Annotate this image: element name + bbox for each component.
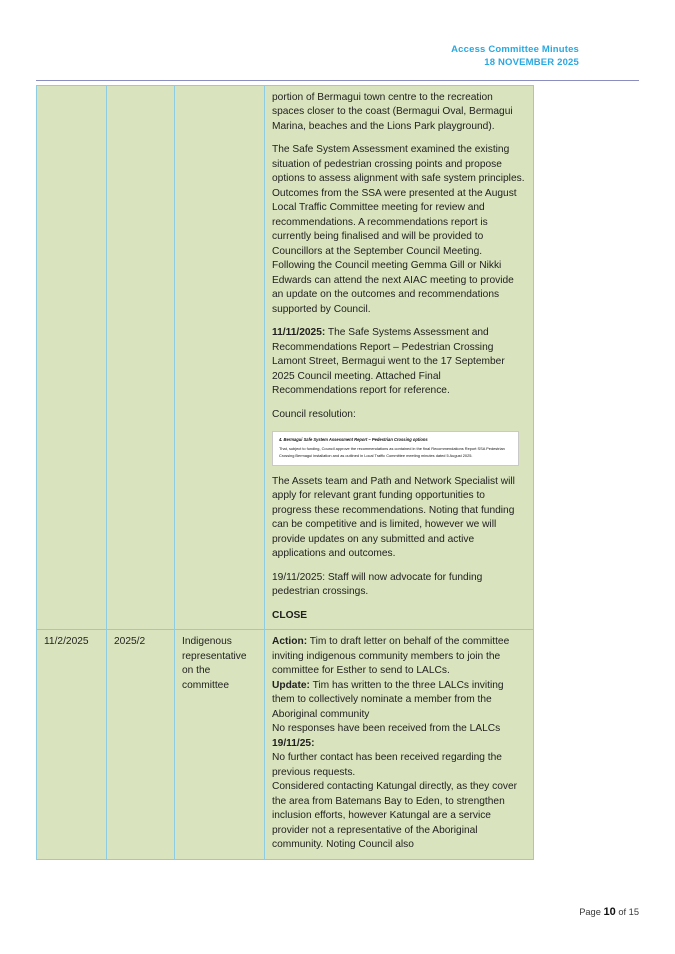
detail-followup-one: No further contact has been received regarding the previous requests. [272, 752, 502, 778]
footer-page-prefix: Page [579, 907, 604, 917]
detail-paragraph-ssa: The Safe System Assessment examined the existing situation of pedestrian crossing points and propose options to assess alignment with safe system principles. Outcomes from the SSA were presented at the August Local Traffic Committee meeting for review and recommendations. A recommendations report is currently being finalised and will be provided to Councillors at the September Council Meeting. Following the Council meeting Gemma Gill or Nikki Edwards can attend the next AIAC meeting to provide an update on the outcomes and recommendations supported by Council. [272, 144, 525, 315]
table-row [37, 630, 534, 859]
cell-topic [175, 86, 265, 630]
detail-paragraph-assets-team: The Assets team and Path and Network Specialist will apply for relevant grant funding opportunities to progress these recommendations. Noting that funding can be competitive and is limited, however we will provide updates on any submitted and active applications and outcomes. [272, 475, 515, 560]
resolution-body: That, subject to funding, Council approve the recommendations as contained in the final Recommendations Report SSA Pedestrian Crossing Bermagui installation and as outlined in Local Traffic Committee meeting minutes dated 5 August 2025. [279, 446, 505, 458]
action-text: Tim to draft letter on behalf of the committee inviting indigenous community members to join the committee for Esther to send to LALCs. [272, 636, 510, 677]
detail-update [272, 679, 526, 722]
detail-followup-two: Considered contacting Katungal directly, as they cover the area from Batemans Bay to Eden, to strengthen inclusion efforts, however Katungal are a service provider not a representative of the Aboriginal community. Noting Council also [272, 781, 518, 851]
document-header [451, 44, 579, 69]
table-row [37, 86, 534, 630]
cell-ref: 2025/2 [107, 630, 175, 859]
update-date-label: 11/11/2025: [272, 327, 326, 339]
detail-paragraph-update-nov11 [272, 326, 526, 398]
cell-topic: Indigenous representative on the committee [175, 630, 265, 859]
cell-date [37, 86, 107, 630]
header-title-line: Access Committee Minutes [451, 44, 579, 55]
footer-page-number: 10 [603, 906, 616, 918]
council-resolution-heading: Council resolution: [272, 408, 356, 420]
status-badge-close: CLOSE [272, 609, 308, 621]
detail-paragraph-continuation: portion of Bermagui town centre to the recreation spaces closer to the coast (Bermagui Oval, Bermagui Marina, beaches and the Lions Park playground). [272, 92, 513, 132]
council-resolution-excerpt [272, 431, 519, 466]
cell-date: 11/2/2025 [37, 630, 107, 859]
header-date-line: 18 NOVEMBER 2025 [484, 56, 579, 68]
update-date-text: The Safe Systems Assessment and Recommendations Report – Pedestrian Crossing Lamont Street, Bermagui went to the 17 September 2025 Council meeting. Attached Final Recommendations report for reference. [272, 327, 505, 397]
cell-detail [265, 630, 534, 859]
detail-no-response: No responses have been received from the LALCs [272, 723, 501, 735]
header-divider-rule [36, 80, 639, 81]
action-label: Action: [272, 636, 308, 648]
page-footer [0, 906, 639, 918]
cell-detail [265, 86, 534, 630]
resolution-title: 4. Bermagui Safe System Assessment Report – Pedestrian Crossing options [279, 437, 428, 443]
detail-date-label-nov19: 19/11/25: [272, 737, 315, 749]
detail-action [272, 635, 526, 678]
footer-page-middle: of [615, 907, 629, 917]
update-label: Update: [272, 679, 310, 691]
update-text: Tim has written to the three LALCs inviting them to collectively nominate a member from the Aboriginal community [272, 679, 504, 720]
detail-paragraph-update-nov19: 19/11/2025: Staff will now advocate for funding pedestrian crossings. [272, 571, 483, 598]
action-items-table [36, 85, 534, 860]
cell-ref [107, 86, 175, 630]
footer-page-total: 15 [628, 907, 639, 917]
